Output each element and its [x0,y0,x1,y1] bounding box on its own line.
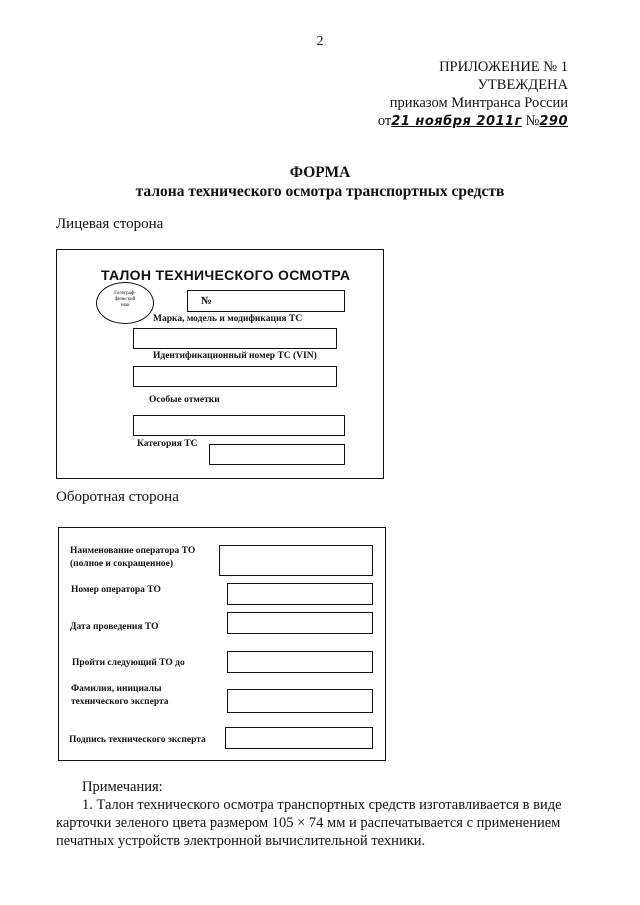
front-side-label: Лицевая сторона [56,216,164,232]
front-card [56,249,384,479]
talon-number-field[interactable] [187,290,345,312]
talon-number-prefix: № [201,295,213,307]
appendix-line3: приказом Минтранса России [389,95,568,111]
page-number: 2 [316,34,324,49]
inspection-date-field[interactable] [227,612,373,634]
make-model-label: Марка, модель и модификация ТС [153,314,303,324]
appendix-line1: ПРИЛОЖЕНИЕ № 1 [439,59,568,75]
appendix-line2: УТВЕЖДЕНА [477,77,568,93]
form-title-line1: ФОРМА [289,164,351,181]
card-title: ТАЛОН ТЕХНИЧЕСКОГО ОСМОТРА [101,267,351,283]
expert-name-sublabel: технического эксперта [71,697,169,707]
appendix-date-line [378,112,568,131]
number-prefix: № [525,113,540,129]
appendix-header [378,58,568,131]
expert-signature-label: Подпись технического эксперта [69,735,206,745]
note-item1-line1: 1. Талон технического осмотра транспортных средств изготавливается в виде [82,797,562,813]
special-marks-label: Особые отметки [149,395,220,405]
inspection-date-label: Дата проведения ТО [70,622,159,632]
special-marks-field[interactable] [133,415,345,436]
expert-signature-field[interactable] [225,727,373,749]
operator-name-label: Наименование оператора ТО [70,546,196,556]
operator-name-field[interactable] [219,545,373,576]
category-label: Категория ТС [137,439,198,449]
operator-number-field[interactable] [227,583,373,605]
expert-name-field[interactable] [227,689,373,713]
vin-label: Идентификационный номер ТС (VIN) [153,351,317,361]
handwritten-date: 21 ноября 2011г [391,114,522,129]
next-inspection-label: Пройти следующий ТО до [72,658,185,668]
category-field[interactable] [209,444,345,465]
operator-name-sublabel: (полное и сокращенное) [70,559,174,569]
operator-number-label: Номер оператора ТО [71,585,161,595]
seal-text: Голограф- фический знак [114,291,136,308]
make-model-field[interactable] [133,328,337,349]
note-item1-line2: карточки зеленого цвета размером 105 × 74 мм и распечатывается с применением [56,815,561,831]
note-item1-line3: печатных устройств электронной вычислительной техники. [56,833,426,849]
form-title-line2: талона технического осмотра транспортных средств [135,183,505,200]
notes-heading: Примечания: [82,779,163,795]
next-inspection-field[interactable] [227,651,373,673]
back-side-label: Оборотная сторона [56,489,179,505]
expert-name-label: Фамилия, инициалы [71,684,162,694]
from-prefix: от [377,113,392,129]
back-card [58,527,386,761]
hologram-seal [96,282,154,324]
vin-field[interactable] [133,366,337,387]
handwritten-number: 290 [539,114,568,129]
